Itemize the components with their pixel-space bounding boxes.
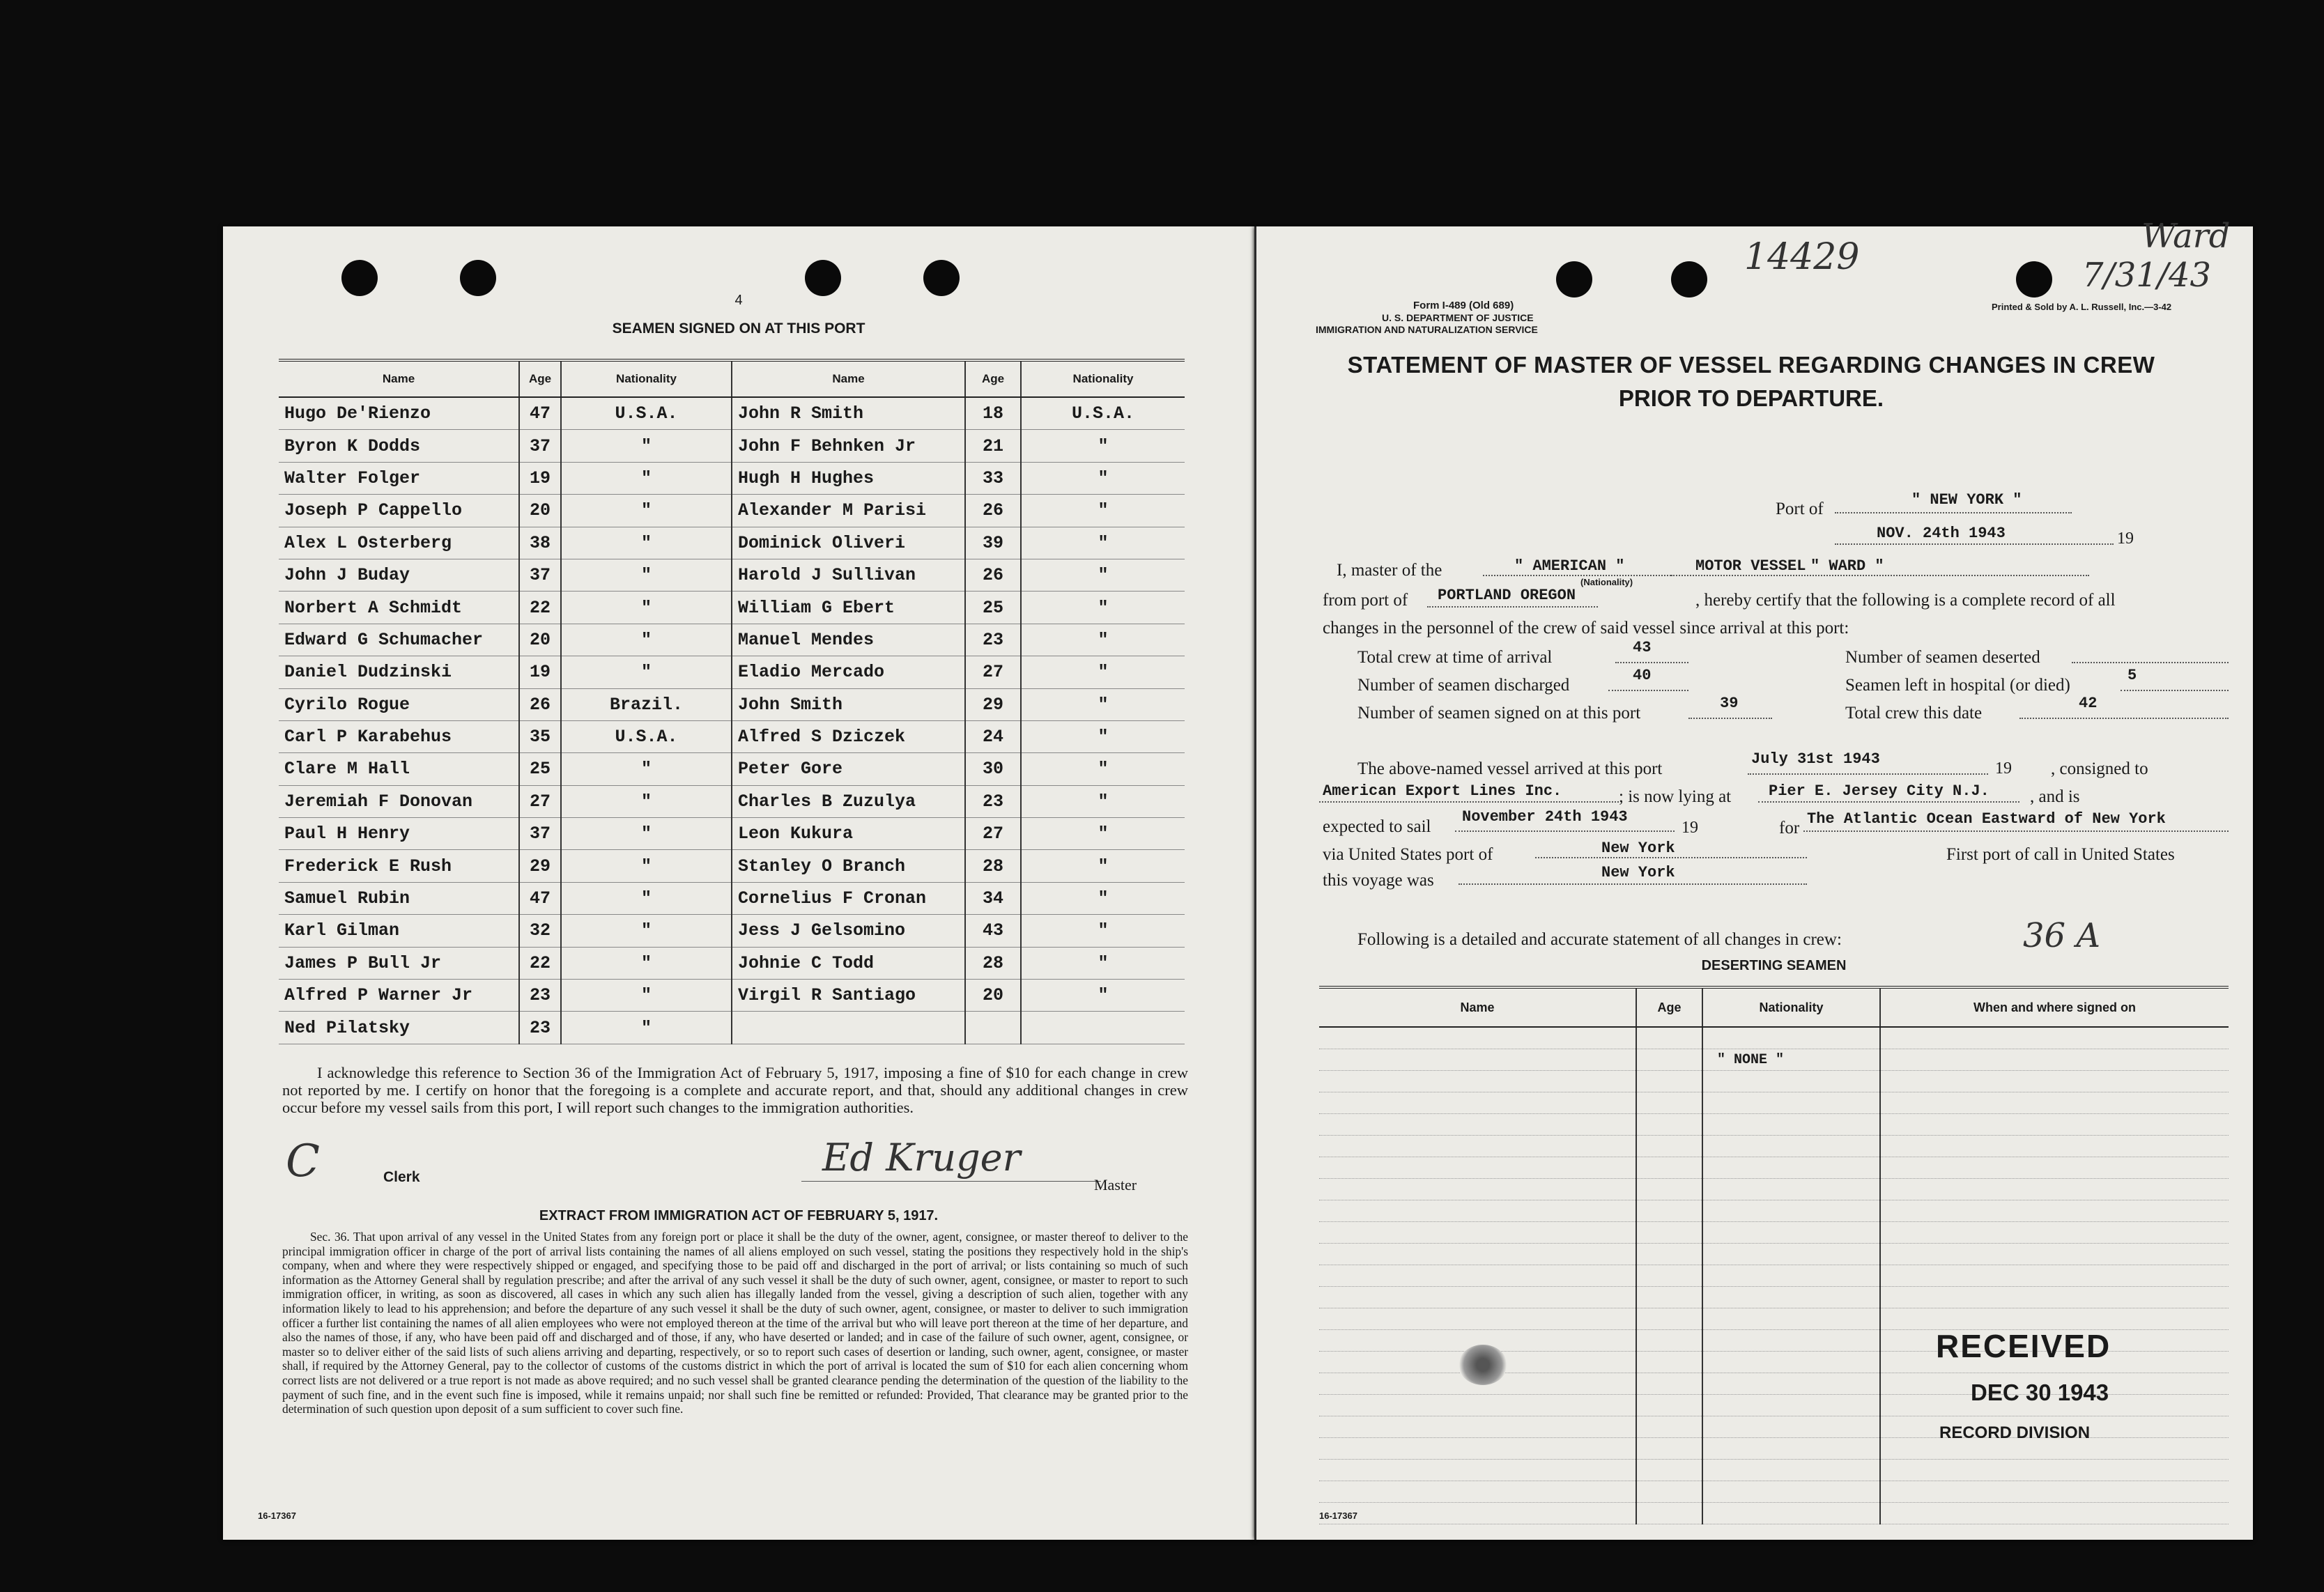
- table-row: [1319, 1287, 2229, 1308]
- crew-name-cell: James P Bull Jr: [279, 947, 519, 979]
- table-row: [279, 818, 1185, 850]
- crew-age-cell: 37: [519, 430, 561, 462]
- total-crew-value: 42: [2079, 695, 2098, 712]
- changes-text: changes in the personnel of the crew of said vessel since arrival at this port:: [1323, 619, 1849, 637]
- crew-name-cell: Edward G Schumacher: [279, 624, 519, 656]
- clerk-label: Clerk: [383, 1169, 420, 1185]
- crew-nationality-cell: ": [1021, 850, 1185, 882]
- crew-age-cell: 33: [965, 462, 1021, 494]
- table-row: [279, 624, 1185, 656]
- crew-age-cell: 43: [965, 915, 1021, 947]
- crew-nationality-cell: ": [1021, 656, 1185, 688]
- crew-age-cell: 20: [519, 624, 561, 656]
- crew-name-cell: Samuel Rubin: [279, 882, 519, 914]
- table-row: [1319, 1157, 2229, 1179]
- table-row: [279, 1012, 1185, 1044]
- this-voyage-label: this voyage was: [1323, 871, 1434, 890]
- column-header: Nationality: [561, 360, 732, 397]
- form-title: STATEMENT OF MASTER OF VESSEL REGARDING CHANGES IN CREW: [1347, 352, 2155, 378]
- crew-name-cell: Cornelius F Cronan: [732, 882, 965, 914]
- handwritten-section-number: 36 A: [2023, 916, 2100, 955]
- crew-table: [279, 359, 1185, 1044]
- crew-age-cell: 25: [965, 592, 1021, 624]
- table-row: [279, 980, 1185, 1012]
- crew-age-cell: 28: [965, 947, 1021, 979]
- table-row: [1319, 1200, 2229, 1222]
- crew-age-cell: 34: [965, 882, 1021, 914]
- crew-name-cell: John F Behnken Jr: [732, 430, 965, 462]
- table-row: [1319, 1222, 2229, 1244]
- crew-nationality-cell: Brazil.: [561, 688, 732, 720]
- crew-nationality-cell: ": [1021, 559, 1185, 591]
- crew-name-cell: Joseph P Cappello: [279, 495, 519, 527]
- crew-nationality-cell: ": [1021, 980, 1185, 1012]
- crew-nationality-cell: ": [1021, 882, 1185, 914]
- crew-nationality-cell: ": [561, 624, 732, 656]
- crew-name-cell: Karl Gilman: [279, 915, 519, 947]
- received-stamp-division: RECORD DIVISION: [1939, 1423, 2091, 1442]
- crew-nationality-cell: ": [561, 947, 732, 979]
- crew-nationality-cell: ": [1021, 688, 1185, 720]
- punch-hole: [1556, 261, 1592, 297]
- printer-line: Printed & Sold by A. L. Russell, Inc.—3-42: [1992, 302, 2172, 312]
- crew-name-cell: Virgil R Santiago: [732, 980, 965, 1012]
- crew-nationality-cell: ": [561, 850, 732, 882]
- deserting-seamen-table: [1319, 986, 2229, 1524]
- crew-name-cell: Norbert A Schmidt: [279, 592, 519, 624]
- service: IMMIGRATION AND NATURALIZATION SERVICE: [1316, 324, 1538, 335]
- crew-nationality-cell: ": [1021, 462, 1185, 494]
- deserted-label: Number of seamen deserted: [1845, 648, 2040, 667]
- crew-age-cell: 29: [965, 688, 1021, 720]
- crew-name-cell: John J Buday: [279, 559, 519, 591]
- table-row: [279, 882, 1185, 914]
- column-header: Age: [965, 360, 1021, 397]
- crew-age-cell: 47: [519, 397, 561, 430]
- footer-code: 16-17367: [258, 1510, 296, 1521]
- crew-name-cell: Jeremiah F Donovan: [279, 785, 519, 817]
- crew-age-cell: 27: [519, 785, 561, 817]
- table-row: [279, 688, 1185, 720]
- department: U. S. DEPARTMENT OF JUSTICE: [1382, 312, 1534, 323]
- crew-nationality-cell: ": [1021, 527, 1185, 559]
- crew-name-cell: Dominick Oliveri: [732, 527, 965, 559]
- crew-age-cell: 26: [519, 688, 561, 720]
- crew-age-cell: 27: [965, 818, 1021, 850]
- signed-on-value: 39: [1720, 695, 1739, 712]
- consignee-value: American Export Lines Inc.: [1323, 782, 1562, 800]
- table-row: [279, 462, 1185, 494]
- crew-age-cell: 22: [519, 947, 561, 979]
- crew-name-cell: Walter Folger: [279, 462, 519, 494]
- crew-nationality-cell: ": [1021, 947, 1185, 979]
- crew-nationality-cell: ": [1021, 753, 1185, 785]
- discharged-value: 40: [1633, 667, 1652, 684]
- certify-text: , hereby certify that the following is a complete record of all: [1695, 591, 2116, 610]
- column-header: Age: [1636, 987, 1702, 1027]
- table-row: [1319, 1092, 2229, 1114]
- total-crew-arrival-label: Total crew at time of arrival: [1357, 648, 1553, 667]
- table-row: [1319, 1503, 2229, 1524]
- port-label: Port of: [1776, 500, 1824, 518]
- lying-value: Pier E. Jersey City N.J.: [1769, 782, 1990, 800]
- crew-name-cell: Leon Kukura: [732, 818, 965, 850]
- crew-age-cell: 19: [519, 656, 561, 688]
- punch-hole: [2016, 261, 2052, 297]
- table-row: [279, 495, 1185, 527]
- footer-code: 16-17367: [1319, 1510, 1357, 1521]
- statement-date: NOV. 24th 1943: [1877, 525, 2006, 542]
- table-row: [279, 592, 1185, 624]
- via-label: via United States port of: [1323, 845, 1493, 864]
- crew-name-cell: Alex L Osterberg: [279, 527, 519, 559]
- crew-name-cell: Carl P Karabehus: [279, 720, 519, 752]
- and-is-text: , and is: [2030, 787, 2080, 806]
- crew-age-cell: 22: [519, 592, 561, 624]
- lying-label: ; is now lying at: [1619, 787, 1732, 806]
- table-row: [279, 656, 1185, 688]
- crew-name-cell: Daniel Dudzinski: [279, 656, 519, 688]
- table-row: [1319, 1481, 2229, 1503]
- table-row: [1319, 1114, 2229, 1136]
- hospital-label: Seamen left in hospital (or died): [1845, 676, 2070, 695]
- crew-nationality-cell: ": [561, 753, 732, 785]
- master-of-label: I, master of the: [1337, 561, 1442, 580]
- crew-age-cell: 19: [519, 462, 561, 494]
- crew-name-cell: Hugo De'Rienzo: [279, 397, 519, 430]
- acknowledgement-text: I acknowledge this reference to Section 36 of the Immigration Act of February 5, 1917, imposing a fine of $10 for each change in crew not reported by me. I certify on honor that the foregoing is a complete and accurate report, and that, should any additional changes in crew occur before my vessel sails from this port, I will report such changes to the immigration authorities.: [282, 1064, 1188, 1116]
- crew-age-cell: 35: [519, 720, 561, 752]
- column-header: Nationality: [1702, 987, 1880, 1027]
- table-row: [1319, 1179, 2229, 1200]
- crew-table-body: [279, 397, 1185, 1044]
- extract-title: EXTRACT FROM IMMIGRATION ACT OF FEBRUARY 5, 1917.: [539, 1208, 939, 1223]
- crew-age-cell: 18: [965, 397, 1021, 430]
- crew-age-cell: [965, 1012, 1021, 1044]
- crew-age-cell: 32: [519, 915, 561, 947]
- crew-name-cell: William G Ebert: [732, 592, 965, 624]
- punch-hole: [1671, 261, 1707, 297]
- crew-name-cell: Manuel Mendes: [732, 624, 965, 656]
- this-voyage-value: New York: [1601, 864, 1675, 881]
- nationality-caption: (Nationality): [1580, 577, 1633, 587]
- vessel-type: MOTOR VESSEL: [1695, 557, 1806, 575]
- table-row: [1319, 1136, 2229, 1157]
- table-row: [1319, 1027, 2229, 1049]
- crew-nationality-cell: U.S.A.: [561, 397, 732, 430]
- form-number: Form I-489 (Old 689): [1413, 300, 1514, 311]
- crew-name-cell: Cyrilo Rogue: [279, 688, 519, 720]
- crew-nationality-cell: ": [1021, 720, 1185, 752]
- crew-name-cell: Hugh H Hughes: [732, 462, 965, 494]
- column-header: Nationality: [1021, 360, 1185, 397]
- handwritten-vessel-name: Ward: [2141, 217, 2231, 256]
- crew-nationality-cell: ": [561, 818, 732, 850]
- crew-nationality-cell: ": [1021, 624, 1185, 656]
- vessel-name: " WARD ": [1810, 557, 1884, 575]
- crew-age-cell: 23: [519, 1012, 561, 1044]
- crew-age-cell: 23: [519, 980, 561, 1012]
- consigned-label: , consigned to: [2051, 759, 2148, 778]
- received-stamp: RECEIVED: [1936, 1328, 2111, 1364]
- crew-name-cell: Stanley O Branch: [732, 850, 965, 882]
- crew-name-cell: Alfred P Warner Jr: [279, 980, 519, 1012]
- hospital-value: 5: [2127, 667, 2137, 684]
- crew-nationality-cell: ": [561, 656, 732, 688]
- crew-name-cell: Peter Gore: [732, 753, 965, 785]
- table-row: [1319, 1265, 2229, 1287]
- crew-nationality-cell: ": [561, 915, 732, 947]
- table-row: [279, 430, 1185, 462]
- crew-name-cell: John R Smith: [732, 397, 965, 430]
- via-value: New York: [1601, 840, 1675, 857]
- table-row: [279, 785, 1185, 817]
- from-port-value: PORTLAND OREGON: [1438, 587, 1576, 604]
- section-title: SEAMEN SIGNED ON AT THIS PORT: [612, 320, 865, 337]
- table-row: [279, 720, 1185, 752]
- year-suffix: 19: [2117, 530, 2134, 548]
- crew-age-cell: 23: [965, 785, 1021, 817]
- punch-hole: [923, 260, 960, 296]
- crew-nationality-cell: [1021, 1012, 1185, 1044]
- crew-age-cell: 28: [965, 850, 1021, 882]
- crew-age-cell: 37: [519, 818, 561, 850]
- crew-name-cell: Byron K Dodds: [279, 430, 519, 462]
- crew-name-cell: Ned Pilatsky: [279, 1012, 519, 1044]
- table-row: [279, 559, 1185, 591]
- crew-age-cell: 29: [519, 850, 561, 882]
- crew-nationality-cell: ": [1021, 818, 1185, 850]
- following-text: Following is a detailed and accurate statement of all changes in crew:: [1357, 930, 1842, 949]
- ink-stamp-mark: [1459, 1345, 1507, 1385]
- crew-nationality-cell: ": [1021, 915, 1185, 947]
- crew-nationality-cell: U.S.A.: [561, 720, 732, 752]
- master-label: Master: [1094, 1176, 1137, 1193]
- crew-age-cell: 39: [965, 527, 1021, 559]
- crew-nationality-cell: ": [561, 785, 732, 817]
- table-row: [279, 947, 1185, 979]
- table-row: [1319, 1071, 2229, 1092]
- clerk-signature: C: [286, 1136, 320, 1187]
- crew-nationality-cell: ": [1021, 430, 1185, 462]
- table-row: [279, 850, 1185, 882]
- handwritten-file-number: 14429: [1744, 236, 1860, 278]
- table-row: [1319, 1049, 2229, 1071]
- table-row: [1319, 1438, 2229, 1460]
- punch-hole: [805, 260, 841, 296]
- expected-label: expected to sail: [1323, 817, 1431, 836]
- crew-nationality-cell: ": [561, 1012, 732, 1044]
- crew-name-cell: Paul H Henry: [279, 818, 519, 850]
- column-header: Name: [279, 360, 519, 397]
- crew-name-cell: Jess J Gelsomino: [732, 915, 965, 947]
- signed-on-label: Number of seamen signed on at this port: [1357, 704, 1641, 722]
- crew-table-header: [279, 360, 1185, 397]
- crew-age-cell: 37: [519, 559, 561, 591]
- extract-text: Sec. 36. That upon arrival of any vessel in the United States from any foreign port or place it shall be the duty of the owner, agent, consignee, or master thereof to deliver to the principal immigration officer in charge of the port of arrival lists containing the names of all aliens employed on such vessel, stating the positions they respectively hold in the ship's company, when and where they were respectively shipped or engaged, and specifying those to be paid off and discharged in the port of arrival; or lists containing so much of such information as the Attorney General shall by regulation prescribe; and after the arrival of any such vessel it shall be the duty of such owner, agent, consignee, or master to report to such immigration officer, in writing, as soon as discovered, all cases in which any such alien has illegally landed from the vessel, giving a description of such alien, together with any information likely to lead to his apprehension; and before the departure of any such vessel it shall be the duty of such owner, agent, consignee, or master to deliver to such immigration officer a further list containing the names of all alien employees who were not employed thereon at the time of the arrival but who will leave port thereon at the time of her departure, and also the names of those, if any, who have been paid off and discharged and of those, if any, who have deserted or landed; and in case of the failure of such owner, agent, consignee, or master so to deliver either of the said lists of such aliens arriving and departing, respectively, or so to report such cases of desertion or landing, such owner, agent, consignee, or master shall, if required by the Attorney General, pay to the collector of customs of the customs district in which the port of arrival is located the sum of $10 for each alien concerning whom correct lists are not delivered or a true report is not made as above required; and no such vessel shall be granted clearance pending the determination of the question of the liability to the payment of such fine, and in the event such fine is imposed, while it remains unpaid; nor shall such fine be remitted or refunded: Provided, That clearance may be granted prior to the determination of such question upon deposit of a sum sufficient to cover such fine.: [282, 1230, 1188, 1416]
- total-crew-label: Total crew this date: [1845, 704, 1983, 722]
- crew-age-cell: 21: [965, 430, 1021, 462]
- crew-age-cell: 24: [965, 720, 1021, 752]
- deserting-title: DESERTING SEAMEN: [1701, 958, 1847, 973]
- first-port-label: First port of call in United States: [1946, 845, 2175, 864]
- crew-nationality-cell: ": [561, 980, 732, 1012]
- crew-name-cell: Alfred S Dziczek: [732, 720, 965, 752]
- vessel-nationality: " AMERICAN ": [1514, 557, 1625, 575]
- crew-age-cell: 20: [965, 980, 1021, 1012]
- table-row: [1319, 1244, 2229, 1265]
- handwritten-date: 7/31/43: [2082, 256, 2212, 295]
- crew-age-cell: 38: [519, 527, 561, 559]
- table-row: [279, 753, 1185, 785]
- total-crew-arrival: 43: [1633, 639, 1652, 656]
- crew-nationality-cell: ": [1021, 785, 1185, 817]
- crew-nationality-cell: ": [561, 559, 732, 591]
- table-row: [279, 915, 1185, 947]
- expected-year-suffix: 19: [1682, 819, 1698, 837]
- crew-age-cell: 20: [519, 495, 561, 527]
- column-header: When and where signed on: [1880, 987, 2229, 1027]
- port-value: " NEW YORK ": [1911, 491, 2022, 509]
- crew-age-cell: 26: [965, 495, 1021, 527]
- crew-name-cell: Frederick E Rush: [279, 850, 519, 882]
- crew-name-cell: Johnie C Todd: [732, 947, 965, 979]
- crew-nationality-cell: ": [1021, 592, 1185, 624]
- expected-value: November 24th 1943: [1462, 808, 1628, 826]
- crew-name-cell: John Smith: [732, 688, 965, 720]
- form-subtitle: PRIOR TO DEPARTURE.: [1618, 385, 1884, 411]
- crew-nationality-cell: ": [561, 495, 732, 527]
- page-number: 4: [734, 293, 743, 308]
- crew-nationality-cell: U.S.A.: [1021, 397, 1185, 430]
- crew-name-cell: Harold J Sullivan: [732, 559, 965, 591]
- arrived-value: July 31st 1943: [1751, 750, 1880, 768]
- right-page: [1254, 217, 2253, 1540]
- discharged-label: Number of seamen discharged: [1357, 676, 1570, 695]
- for-label: for: [1779, 819, 1800, 837]
- crew-nationality-cell: ": [1021, 495, 1185, 527]
- column-header: Name: [1319, 987, 1636, 1027]
- table-row: [279, 397, 1185, 430]
- crew-nationality-cell: ": [561, 592, 732, 624]
- master-signature: Ed Kruger: [822, 1136, 1021, 1180]
- destination-value: The Atlantic Ocean Eastward of New York: [1807, 810, 2166, 828]
- crew-name-cell: Eladio Mercado: [732, 656, 965, 688]
- crew-name-cell: Clare M Hall: [279, 753, 519, 785]
- crew-age-cell: 47: [519, 882, 561, 914]
- punch-hole: [460, 260, 496, 296]
- crew-nationality-cell: ": [561, 430, 732, 462]
- crew-age-cell: 26: [965, 559, 1021, 591]
- arrived-label: The above-named vessel arrived at this port: [1357, 759, 1663, 778]
- crew-age-cell: 30: [965, 753, 1021, 785]
- crew-age-cell: 23: [965, 624, 1021, 656]
- crew-nationality-cell: ": [561, 462, 732, 494]
- table-row: [1319, 1416, 2229, 1438]
- crew-name-cell: Charles B Zuzulya: [732, 785, 965, 817]
- column-header: Name: [732, 360, 965, 397]
- crew-age-cell: 27: [965, 656, 1021, 688]
- received-stamp-date: DEC 30 1943: [1971, 1380, 2109, 1405]
- crew-nationality-cell: ": [561, 882, 732, 914]
- arrived-year-suffix: 19: [1995, 759, 2012, 778]
- column-header: Age: [519, 360, 561, 397]
- crew-age-cell: 25: [519, 753, 561, 785]
- table-row: [279, 527, 1185, 559]
- deserting-entry: " NONE ": [1702, 1049, 1880, 1071]
- left-page: [223, 226, 1254, 1540]
- crew-name-cell: Alexander M Parisi: [732, 495, 965, 527]
- from-port-label: from port of: [1323, 591, 1408, 610]
- table-row: [1319, 1460, 2229, 1481]
- punch-hole: [341, 260, 378, 296]
- crew-nationality-cell: ": [561, 527, 732, 559]
- crew-name-cell: [732, 1012, 965, 1044]
- deserting-table-header: [1319, 987, 2229, 1027]
- table-row: [1319, 1308, 2229, 1330]
